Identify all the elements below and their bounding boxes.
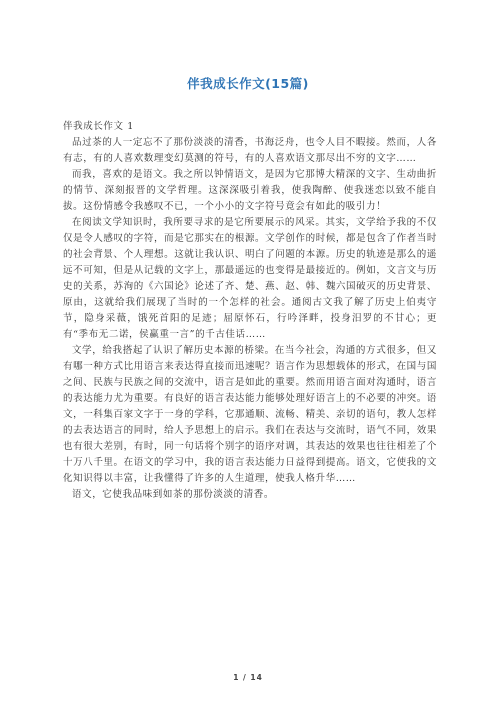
paragraph: 语文，它使我品味到如茶的那份淡淡的清香。 xyxy=(72,489,275,500)
paragraph: 而我，喜欢的是语文。我之所以钟情语文，是因为它那博大精深的文字、生动曲折的情节、深刻报晋的文学哲理。这深深吸引着我，使我陶醉、使我迷恋以致不能自拔。这份情感令我感叹不已，一个小小的文字符号竟会有如此的吸引力！ xyxy=(63,169,437,212)
document-title: 伴我成长作文(15篇) xyxy=(187,76,309,91)
page-number: 1 / 14 xyxy=(233,673,263,682)
paragraph: 在阅读文学知识时，我所要寻求的是它所要展示的风采。其实，文学给予我的不仅仅是令人感叹的字符，而是它那实在的根源。文学创作的时候，都是包含了作者当时的社会背景、个人理想。这就让我认识、明白了问题的本源。历史的轨迹是那么的遥远不可知，但是从记载的文字上，那最遥远的也变得是最接近的。例如，文言文与历史的关系，苏洵的《六国论》论述了齐、楚、燕、赵、韩、魏六国破灭的历史背景、原由，这就给我们展现了当时的一个怎样的社会。通阅古文我了解了历史上伯夷守节，隐身采薇，饿死首阳的足迹；屈原怀石，行吟泽畔，投身汨罗的不甘心；更有“季布无二诺，侯赢重一言”的千古佳话…… xyxy=(63,217,437,340)
document-body xyxy=(63,119,437,503)
essay-heading: 伴我成长作文 1 xyxy=(63,121,134,132)
paragraph: 品过茶的人一定忘不了那份淡淡的清香，书海泛舟，也令人目不暇接。然而，人各有志，有的人喜欢数理变幻莫测的符号，有的人喜欢语文那尽出不穷的文字…… xyxy=(63,137,437,164)
paragraph: 文学，给我搭起了认识了解历史本源的桥梁。在当今社会，沟通的方式很多，但又有哪一种方式比用语言来表达得直接而迅速呢？语言作为思想载体的形式，在国与国之间、民族与民族之间的交流中，语言是如此的重要。然而用语言面对沟通时，语言的表达能力尤为重要。有良好的语言表达能力能够处理好语言上的不必要的冲突。语文，一科集百家文字于一身的学科，它那通顺、流畅、精美、亲切的语句，教人怎样的去表达语言的同时，给人予思想上的启示。我们在表达与交流时，语气不同，效果也有很大差别，有时，同一句话将个别字的语序对调，其表达的效果也往往相差了个十万八千里。在语文的学习中，我的语言表达能力日益得到提高。语文，它使我的文化知识得以丰富，让我懂得了许多的人生道理，使我人格升华…… xyxy=(63,345,437,484)
